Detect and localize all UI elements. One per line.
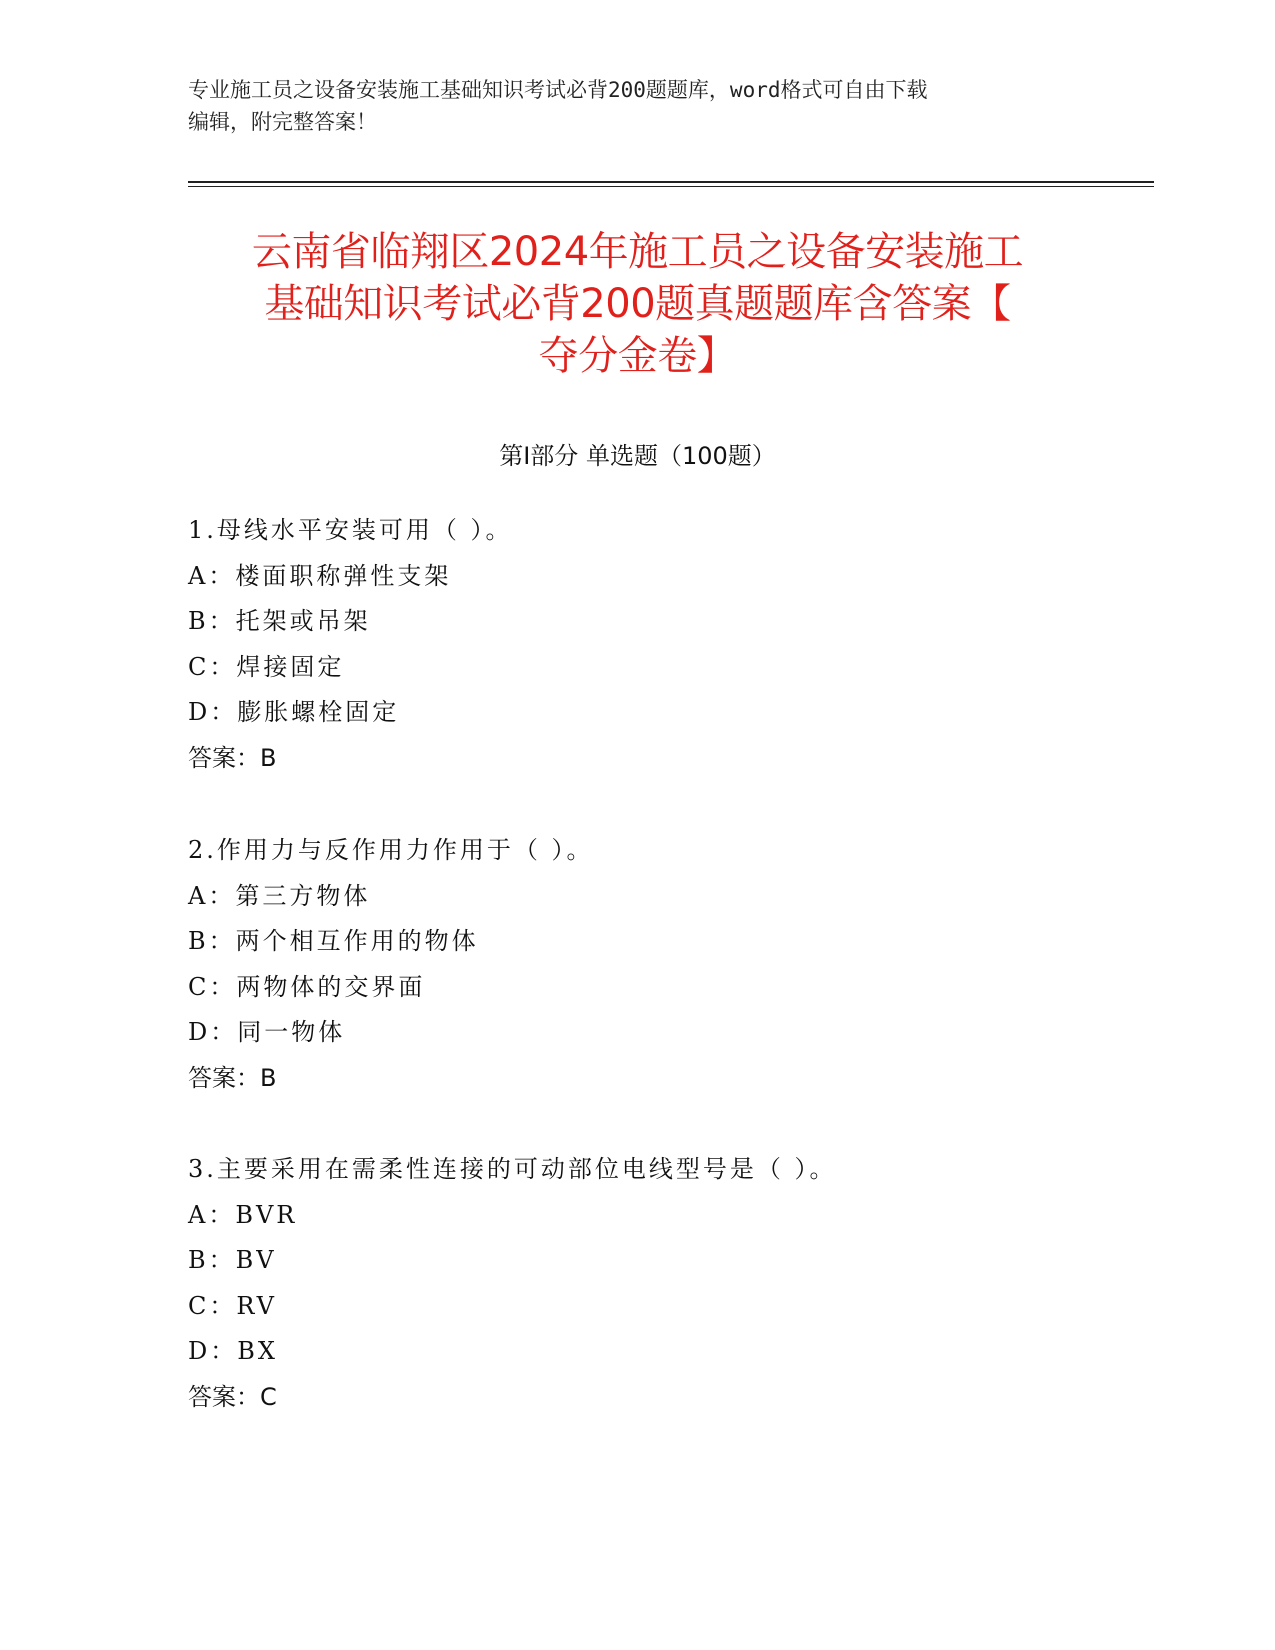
question-stem: 3.主要采用在需柔性连接的可动部位电线型号是（ ）。 [188,1155,837,1183]
title-line-1: 云南省临翔区2024年施工员之设备安装施工 [251,229,1024,275]
option-a: A：BVR [188,1200,298,1229]
option-b: B：BV [188,1246,277,1274]
header-line-1: 专业施工员之设备安装施工基础知识考试必背200题题库，word格式可自由下载 [188,78,928,102]
option-d: D：BX [188,1337,278,1365]
option-c: C：RV [188,1291,277,1320]
option-c: C：两物体的交界面 [188,972,426,1001]
option-c: C：焊接固定 [188,652,345,681]
title-line-2: 基础知识考试必背200题真题题库含答案【 [264,281,1011,327]
option-d: D：膨胀螺栓固定 [188,698,400,726]
option-d: D：同一物体 [188,1018,346,1046]
page-header [188,74,1088,138]
header-divider-thin [188,186,1154,187]
question-3 [188,1147,1148,1420]
question-stem: 2.作用力与反作用力作用于（ ）。 [188,836,594,864]
option-a: A：第三方物体 [188,881,371,910]
option-a: A：楼面职称弹性支架 [188,561,452,590]
option-b: B：托架或吊架 [188,607,371,635]
section-title: 第Ⅰ部分 单选题（100题） [499,442,776,470]
header-divider-thick [188,181,1154,183]
question-1 [188,508,1148,781]
header-line-2: 编辑，附完整答案！ [188,110,377,134]
answer: 答案：B [188,743,277,772]
document-title [150,226,1125,382]
title-line-3: 夺分金卷】 [538,333,737,379]
answer: 答案：C [188,1382,277,1411]
question-2 [188,828,1148,1101]
answer: 答案：B [188,1063,277,1092]
question-stem: 1.母线水平安装可用（ ）。 [188,516,513,544]
option-b: B：两个相互作用的物体 [188,927,479,955]
